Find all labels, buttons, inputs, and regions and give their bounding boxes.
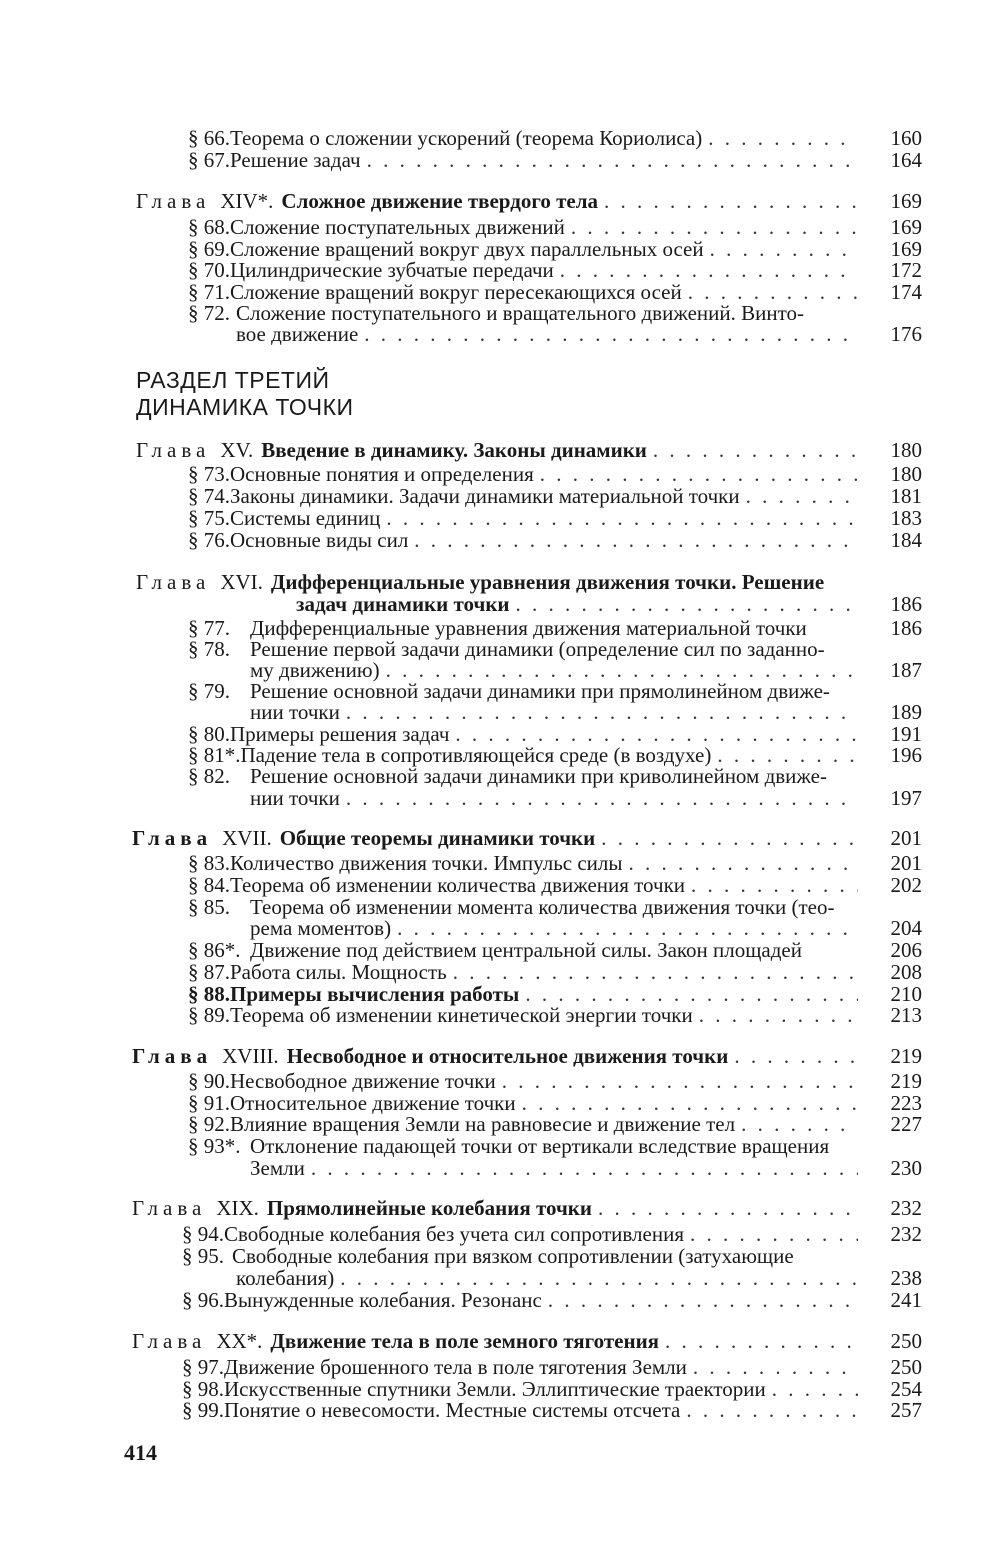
section-title: Теорема об изменении кинетической энергии точки [230,1003,693,1027]
page-ref: 183 [890,506,922,530]
toc-entry[interactable] [188,128,860,150]
section-title: Примеры решения задач [230,722,450,746]
chapter-heading[interactable] [136,191,860,213]
section-title: Движение брошенного тела в поле тяготения Земли [224,1355,687,1379]
toc-entry[interactable] [182,1357,860,1379]
toc-entry[interactable] [182,1400,860,1422]
toc-entry[interactable] [188,260,860,282]
page-ref: 169 [890,237,922,261]
section-number: § 97. [182,1355,224,1379]
section-title: Теорема об изменении количества движения точки [230,873,686,897]
section-title: Решение задач [230,148,361,172]
section-title: Искусственные спутники Земли. Эллиптические траектории [224,1377,766,1401]
chapter-label: Глава [136,189,211,213]
chapter-number: XV. [220,438,254,462]
chapter-label: Глава [136,570,211,594]
chapter-label: Глава [132,1196,207,1220]
page-ref: 186 [890,592,922,616]
section-title: Сложение поступательного и вращательного движений. Винто- [236,301,804,325]
section-number: § 83. [188,851,230,875]
page-ref: 208 [890,960,922,984]
section-title: Системы единиц [230,506,381,530]
page-ref: 196 [890,743,922,767]
section-title: Примеры вычисления работы [230,982,520,1006]
chapter-title: Дифференциальные уравнения движения точки. Решение [270,570,825,594]
toc-entry-continuation [236,324,860,346]
page-ref: 250 [890,1329,922,1353]
section-number: § 87. [188,960,230,984]
toc-entry[interactable] [182,1290,860,1312]
page-ref: 232 [890,1196,922,1220]
section-title: Основные понятия и определения [230,462,534,486]
section-number: § 93*. [188,1134,241,1158]
page-ref: 169 [890,189,922,213]
section-number: § 99. [182,1398,224,1422]
section-title: Понятие о невесомости. Местные системы отсчета [224,1398,681,1422]
page-ref: 232 [890,1222,922,1246]
page-ref: 210 [890,982,922,1006]
page-ref: 186 [890,616,922,640]
chapter-label: Глава [132,1044,213,1068]
section-title: Сложение вращений вокруг пересекающихся осей [230,280,682,304]
section-title: Цилиндрические зубчатые передачи [230,258,554,282]
section-title: Свободные колебания без учета сил сопротивления [224,1222,684,1246]
page-ref: 230 [890,1156,922,1180]
part-title: ДИНАМИКА ТОЧКИ [136,394,354,420]
section-number: § 74. [188,484,230,508]
section-number: § 90. [188,1069,230,1093]
page-ref: 257 [890,1398,922,1422]
toc-entry[interactable] [182,1246,860,1268]
section-number: § 80. [188,722,230,746]
chapter-label: Глава [132,1329,207,1353]
page-ref: 201 [890,851,922,875]
chapter-number: XIV*. [220,189,274,213]
toc-entry[interactable] [188,940,860,962]
toc-entry-continuation [250,702,860,724]
chapter-label: Глава [136,438,211,462]
section-number: § 92. [188,1112,230,1136]
section-number: § 68. [188,215,230,239]
chapter-heading[interactable] [132,1046,860,1068]
section-title: Теорема о сложении ускорений (теорема Кориолиса) [230,126,703,150]
section-number: § 76. [188,528,230,552]
page-ref: 180 [890,462,922,486]
page-ref: 204 [890,916,922,940]
toc-entry[interactable] [188,962,860,984]
page-ref: 176 [890,322,922,346]
section-number: § 95. [182,1244,224,1268]
toc-entry-continuation [250,788,860,810]
toc-entry[interactable] [188,150,860,172]
section-number: § 77. [188,616,230,640]
chapter-number: XVIII. [222,1044,279,1068]
section-number: § 88. [188,982,230,1006]
section-title: Основные виды сил [230,528,409,552]
section-number: § 84. [188,873,230,897]
section-title-cont: Земли [250,1156,305,1180]
section-title-cont: нии точки [250,786,340,810]
toc-entry[interactable] [188,1114,860,1136]
page-ref: 197 [890,786,922,810]
page-ref: 189 [890,700,922,724]
section-number: § 79. [188,679,230,703]
chapter-number: XVII. [222,826,272,850]
section-number: § 96. [182,1288,224,1312]
section-number: § 67. [188,148,230,172]
section-number: § 71. [188,280,230,304]
page-ref: 238 [890,1266,922,1290]
section-title: Влияние вращения Земли на равновесие и движение тел [230,1112,736,1136]
section-number: § 81*. [188,743,241,767]
section-title: Движение под действием центральной силы. Закон площадей [250,938,802,962]
section-title: Сложение вращений вокруг двух параллельных осей [230,237,704,261]
page-ref: 206 [890,938,922,962]
chapter-title: Сложное движение твердого тела [281,189,599,213]
section-title: Свободные колебания при вязком сопротивлении (затухающие [232,1244,794,1268]
page-ref: 219 [890,1069,922,1093]
chapter-title-cont: задач динамики точки [296,592,510,616]
section-number: § 82. [188,764,230,788]
section-title: Теорема об изменении момента количества движения точки (тео- [250,895,835,919]
section-title: Работа силы. Мощность [230,960,447,984]
page-ref: 181 [890,484,922,508]
section-title: Относительное движение точки [230,1091,516,1115]
section-title: Вынужденные колебания. Резонанс [224,1288,542,1312]
chapter-title: Движение тела в поле земного тяготения [270,1329,660,1353]
section-title: Сложение поступательных движений [230,215,565,239]
page-ref: 219 [890,1044,922,1068]
chapter-number: XX*. [216,1329,263,1353]
toc-entry[interactable] [188,1071,860,1093]
chapter-heading[interactable] [132,1198,860,1220]
section-title: Отклонение падающей точки от вертикали вследствие вращения [250,1134,830,1158]
section-title: Решение первой задачи динамики (определение сил по заданно- [250,637,825,661]
page-ref: 169 [890,215,922,239]
section-title-cont: нии точки [250,700,340,724]
section-number: § 89. [188,1003,230,1027]
section-title-cont: вое движение [236,322,359,346]
page-ref: 250 [890,1355,922,1379]
chapter-heading[interactable] [136,572,860,594]
section-number: § 69. [188,237,230,261]
page-number: 414 [124,1440,157,1465]
section-title: Законы динамики. Задачи динамики материальной точки [230,484,740,508]
toc-entry[interactable] [188,530,860,552]
section-title: Решение основной задачи динамики при прямолинейном движе- [250,679,830,703]
chapter-label: Глава [132,826,213,850]
section-number: § 98. [182,1377,224,1401]
section-title: Падение тела в сопротивляющейся среде (в воздухе) [240,743,712,767]
toc-entry[interactable] [188,486,860,508]
section-number: § 72. [188,301,230,325]
section-number: § 73. [188,462,230,486]
page-ref: 187 [890,658,922,682]
toc-entry-continuation [250,1158,860,1180]
chapter-heading[interactable] [132,828,860,850]
part-heading: РАЗДЕЛ ТРЕТИЙ [136,367,330,393]
page-ref: 241 [890,1288,922,1312]
toc-entry[interactable] [188,217,860,239]
chapter-title: Введение в динамику. Законы динамики [261,438,647,462]
chapter-title: Несвободное и относительное движения точки [286,1044,729,1068]
toc-entry[interactable] [188,853,860,875]
page-ref: 164 [890,148,922,172]
page-ref: 223 [890,1091,922,1115]
chapter-heading-continuation [296,594,860,616]
section-number: § 66. [188,126,230,150]
page-ref: 172 [890,258,922,282]
toc-entry-continuation [236,1268,860,1290]
section-title: Количество движения точки. Импульс силы [230,851,623,875]
section-title: Решение основной задачи динамики при криволинейном движе- [250,764,827,788]
chapter-heading[interactable] [132,1331,860,1353]
toc-entry[interactable] [188,1136,860,1158]
page-ref: 227 [890,1112,922,1136]
toc-entry[interactable] [188,766,860,788]
toc-entry-continuation [250,918,860,940]
section-number: § 78. [188,637,230,661]
section-title: Несвободное движение точки [230,1069,496,1093]
page-ref: 213 [890,1003,922,1027]
section-title-cont: колебания) [236,1266,335,1290]
page-ref: 184 [890,528,922,552]
toc-entry[interactable] [188,1005,860,1027]
toc-entry[interactable] [182,1224,860,1246]
page-ref: 174 [890,280,922,304]
toc-entry[interactable] [188,508,860,530]
section-number: § 75. [188,506,230,530]
section-title-cont: рема моментов) [250,916,392,940]
section-title: Дифференциальные уравнения движения материальной точки [250,616,807,640]
section-number: § 91. [188,1091,230,1115]
toc-entry[interactable] [188,464,860,486]
page-ref: 191 [890,722,922,746]
chapter-title: Общие теоремы динамики точки [279,826,596,850]
page-ref: 201 [890,826,922,850]
section-number: § 94. [182,1222,224,1246]
chapter-heading[interactable] [136,440,860,462]
page-ref: 160 [890,126,922,150]
toc-entry[interactable] [188,875,860,897]
section-number: § 85. [188,895,230,919]
section-title-cont: му движению) [250,658,380,682]
section-number: § 70. [188,258,230,282]
chapter-number: XVI. [220,570,263,594]
section-number: § 86*. [188,938,241,962]
chapter-title: Прямолинейные колебания точки [266,1196,592,1220]
page-ref: 202 [890,873,922,897]
page-ref: 254 [890,1377,922,1401]
chapter-number: XIX. [216,1196,259,1220]
page-ref: 180 [890,438,922,462]
